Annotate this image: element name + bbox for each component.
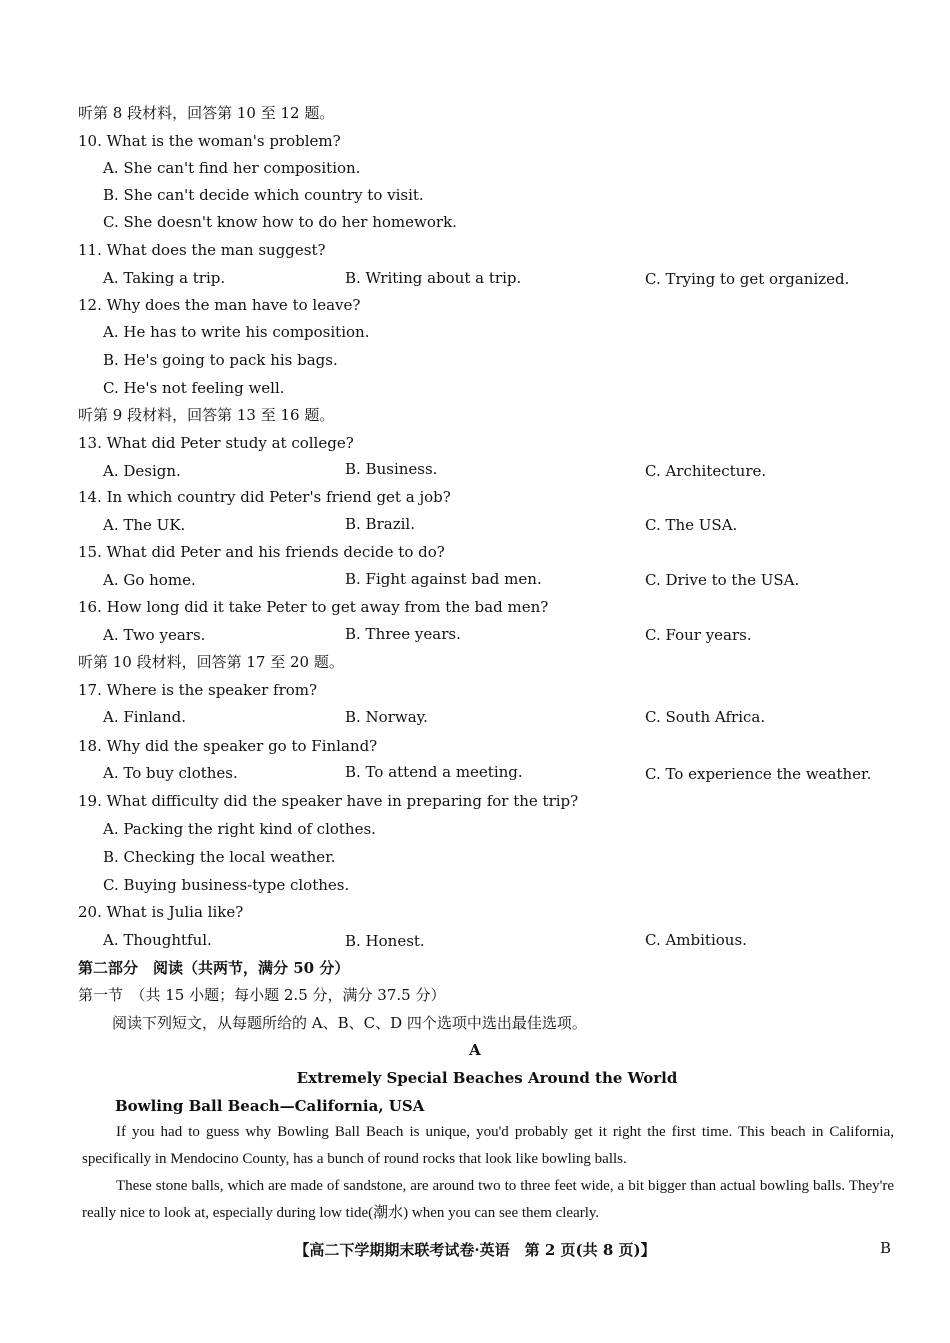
question-18-stem: 18. Why did the speaker go to Finland?	[78, 737, 378, 755]
question-17-stem: 17. Where is the speaker from?	[78, 681, 318, 699]
question-19-stem: 19. What difficulty did the speaker have in preparing for the trip?	[78, 792, 579, 810]
paper-version-code: B	[880, 1239, 892, 1257]
question-17-option-c: C. South Africa.	[645, 708, 766, 726]
question-16-option-c: C. Four years.	[645, 626, 752, 644]
section-10-header: 听第 10 段材料，回答第 17 至 20 题。	[78, 653, 344, 671]
section-9-header: 听第 9 段材料，回答第 13 至 16 题。	[78, 406, 335, 424]
question-19-option-c: C. Buying business-type clothes.	[103, 876, 350, 894]
question-14-option-a: A. The UK.	[103, 516, 186, 534]
question-20-option-b: B. Honest.	[345, 932, 425, 950]
reading-section-title: 第一节 （共 15 小题；每小题 2.5 分，满分 37.5 分）	[78, 986, 446, 1004]
question-17-option-a: A. Finland.	[103, 708, 187, 726]
question-15-option-a: A. Go home.	[103, 571, 196, 589]
question-14-option-b: B. Brazil.	[345, 515, 415, 533]
question-16-stem: 16. How long did it take Peter to get away from the bad men?	[78, 598, 549, 616]
question-10-stem: 10. What is the woman's problem?	[78, 132, 341, 150]
question-17-option-b: B. Norway.	[345, 708, 428, 726]
question-20-option-c: C. Ambitious.	[645, 931, 747, 949]
question-20-option-a: A. Thoughtful.	[103, 931, 212, 949]
question-11-option-b: B. Writing about a trip.	[345, 269, 522, 287]
question-12-option-c: C. He's not feeling well.	[103, 379, 285, 397]
section-8-header: 听第 8 段材料，回答第 10 至 12 题。	[78, 104, 335, 122]
question-12-stem: 12. Why does the man have to leave?	[78, 296, 361, 314]
question-12-option-b: B. He's going to pack his bags.	[103, 351, 338, 369]
question-14-option-c: C. The USA.	[645, 516, 738, 534]
question-13-stem: 13. What did Peter study at college?	[78, 434, 354, 452]
question-13-option-b: B. Business.	[345, 460, 438, 478]
question-13-option-c: C. Architecture.	[645, 462, 767, 480]
passage-subheading: Bowling Ball Beach—California, USA	[115, 1097, 425, 1115]
question-12-option-a: A. He has to write his composition.	[103, 323, 370, 341]
passage-paragraph-2: These stone balls, which are made of sandstone, are around two to three feet wide, a bit bigger than actual bowling balls. They're really nice to look at, especially during low tide(潮水) when you can see them clearly.	[82, 1178, 894, 1221]
question-15-stem: 15. What did Peter and his friends decide to do?	[78, 543, 445, 561]
question-14-stem: 14. In which country did Peter's friend get a job?	[78, 488, 451, 506]
question-16-option-a: A. Two years.	[103, 626, 206, 644]
page-footer: 【高二下学期期末联考试卷·英语 第 2 页(共 8 页)】	[294, 1241, 656, 1259]
question-15-option-c: C. Drive to the USA.	[645, 571, 800, 589]
question-10-option-c: C. She doesn't know how to do her homework.	[103, 213, 457, 231]
passage-paragraph-1: If you had to guess why Bowling Ball Beach is unique, you'd probably get it right the first time. This beach in California, specifically in Mendocino County, has a bunch of round rocks that look like bowling balls.	[82, 1124, 894, 1167]
question-18-option-a: A. To buy clothes.	[103, 764, 238, 782]
question-18-option-c: C. To experience the weather.	[645, 765, 872, 783]
question-15-option-b: B. Fight against bad men.	[345, 570, 542, 588]
question-10-option-b: B. She can't decide which country to visit.	[103, 186, 424, 204]
passage-title: Extremely Special Beaches Around the World	[296, 1069, 678, 1087]
question-13-option-a: A. Design.	[103, 462, 181, 480]
question-11-option-a: A. Taking a trip.	[103, 269, 226, 287]
reading-instruction: 阅读下列短文，从每题所给的 A、B、C、D 四个选项中选出最佳选项。	[112, 1014, 587, 1032]
question-16-option-b: B. Three years.	[345, 625, 461, 643]
reading-part-title: 第二部分 阅读（共两节，满分 50 分）	[78, 959, 350, 977]
question-20-stem: 20. What is Julia like?	[78, 903, 244, 921]
passage-label: A	[469, 1041, 481, 1059]
question-11-stem: 11. What does the man suggest?	[78, 241, 326, 259]
question-11-option-c: C. Trying to get organized.	[645, 270, 850, 288]
question-18-option-b: B. To attend a meeting.	[345, 763, 523, 781]
question-10-option-a: A. She can't find her composition.	[103, 159, 361, 177]
question-19-option-a: A. Packing the right kind of clothes.	[103, 820, 376, 838]
question-19-option-b: B. Checking the local weather.	[103, 848, 336, 866]
